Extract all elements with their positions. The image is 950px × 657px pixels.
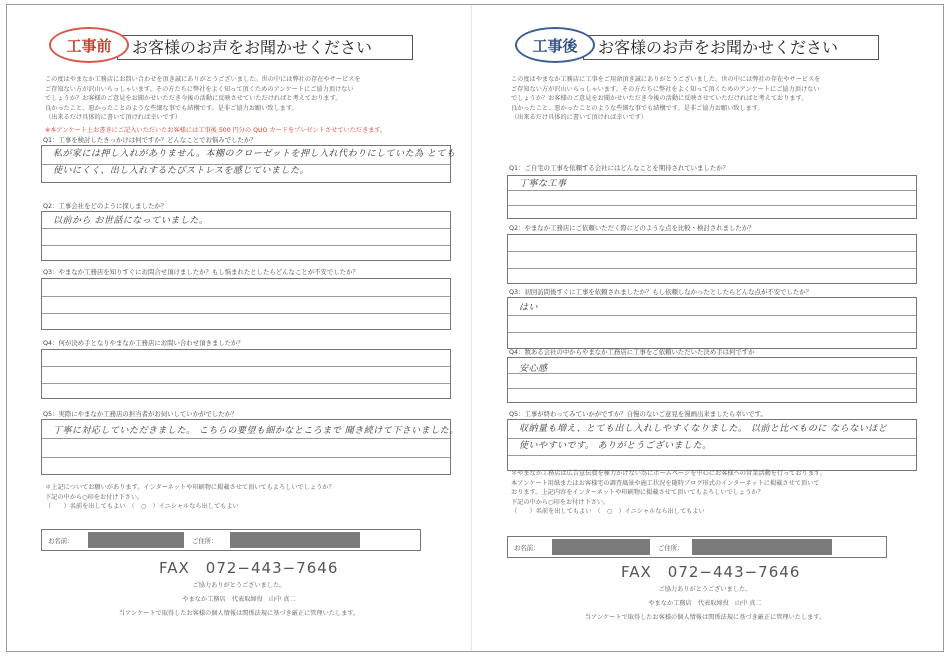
answer-1-line-2: 使いにくく、出し入れするたびストレスを感じていました。 (53, 166, 310, 176)
footer-privacy: 当アンケートで取得したお客様の個人情報は関係法規に基づき厳正に管理いたします。 (584, 614, 826, 621)
redacted-address (230, 532, 360, 548)
after-badge: 工事後 (515, 27, 595, 63)
question-1-label: Q1：ご自宅の工事を依頼する会社にはどんなことを期待されていましたか？ (509, 164, 729, 172)
intro-text: この度はやまなか工務店にお問い合わせを頂き誠にありがとうございました。世の中には弊社の存在やサービスを ご存知ない方が沢山いらっしゃいます。その方たちに弊社をよく知って頂くためのアンケートにご協力頂けない でしょうか？お客様のご意見をお聞かせいただき今後の活動に反映させていただければと考えております。 良かったこと、悪かったことのような些細な事でも結構です。是非ご協力お願い致します。 （出来るだけ具体的に書いて頂ければ幸いです） (45, 76, 361, 122)
question-5-label: Q5：工事が終わってみていかがですか？自慢のないご意見を漫画出来ましたら幸いです。 (509, 410, 767, 418)
footer-thanks: ご協力ありがとうございました。 (658, 586, 752, 593)
footer-company: やまなか工務店 代表取締役 山中 真二 (648, 600, 762, 607)
question-2-label: Q2：工事会社をどのように探しましたか？ (43, 202, 168, 210)
address-label: ご住所： (192, 537, 218, 545)
intro-text: この度はやまなか工務店に工事をご用命頂き誠にありがとうございました。世の中には弊社の存在やサービスを ご存知ない方が沢山いらっしゃいます。その方たちに弊社をよく知って頂くためのアンケートにご協力頂けない でしょうか？お客様のご意見をお聞かせいただき今後の活動に反映させていただければと考えております。 良かったこと、悪かったことのような些細な事でも結構です。是非ご協力お願い致します。 （出来るだけ具体的に書いて頂ければ幸いです） (511, 76, 821, 122)
survey-page-after (485, 5, 925, 651)
answer-4-box (507, 357, 917, 403)
question-2-label: Q2：やまなか工務店にご依頼いただく際にどのような点を比較・検討されましたか？ (509, 224, 755, 232)
answer-1-line-1: 丁寧な工事 (519, 179, 567, 189)
redacted-address (692, 539, 832, 555)
name-address-row (41, 529, 421, 551)
redacted-name (88, 532, 184, 548)
page-title: お客様のお声をお聞かせください (583, 35, 879, 60)
answer-1-box (507, 175, 917, 219)
question-4-label: Q4：何が決め手となりやまなか工務店にお問い合わせ頂きましたか？ (43, 339, 244, 347)
answer-5-line-2: 使いやすいです。 ありがとうございました。 (519, 441, 712, 451)
quo-card-note: ※本アンケート上お書きにご記入いただいたお客様には工事後 500 円分の QUO カードをプレゼントさせていただきます。 (45, 127, 387, 134)
answer-5-line-1: 収納量も増え、とても出し入れしやすくなりました。 以前と比べものに ならないほど (519, 424, 888, 434)
survey-sheet-frame (6, 4, 944, 652)
page-header (49, 27, 459, 61)
answer-1-line-1: 私が家には押し入れがありません。本棚のクローゼットを押し入れ代わりにしていた為 とても (53, 149, 456, 159)
footer-privacy: 当アンケートで取得したお客様の個人情報は関係法規に基づき厳正に管理いたします。 (118, 610, 360, 617)
answer-3-box (507, 297, 917, 349)
survey-page-before (19, 5, 459, 651)
closing-text: ＊上記についてお願いがあります。インターネットや印刷物に掲載させて頂いてもよろしいでしょうか？ 下記の中から○印をお付け下さい。 （ ）名前を出してもよい （ ○ ）イニシャルなら出してもよい (45, 484, 335, 511)
fax-number: FAX 072−443−7646 (159, 559, 339, 577)
footer-thanks: ご協力ありがとうございました。 (192, 582, 286, 589)
address-label: ご住所： (658, 544, 684, 552)
answer-4-box (41, 349, 451, 399)
answer-5-line-1: 丁寧に対応していただきました。 こちらの要望も細かなところまで 聞き続けて下さいました。 (53, 426, 459, 436)
name-address-row (507, 536, 887, 558)
answer-2-line-1: 以前から お世話になっていました。 (53, 216, 209, 226)
question-3-label: Q3：やまなか工務店を知りすぐにお問合せ頂けましたか？もし悩まれたとしたらどんなことが不安でしたか？ (43, 268, 359, 276)
answer-3-line-1: はい (519, 303, 539, 313)
closing-text: ＊やまなか工務店は広告宣伝費を極力かけない為にホームページを中心にお客様への営業活動を行っております。 本アンケート用紙またはお客様宅の調査風景や施工状況を随時ブログ形式のインターネットに掲載させて頂いて おります。上記内容をインターネットや印刷物に掲載させて頂いてもよろしいでしょうか？ 下記の中から○印をお付け下さい。 （ ）名前を出してもよい （ ○ ）イニシャルなら出してもよい (511, 470, 826, 516)
answer-4-line-1: 安心感 (519, 364, 548, 374)
fax-number: FAX 072−443−7646 (621, 563, 801, 581)
question-1-label: Q1：工事を検討したきっかけは何ですか？どんなことでお悩みでしたか？ (43, 136, 257, 144)
name-label: お名前： (514, 544, 540, 552)
question-3-label: Q3：初回訪問後すぐに工事を依頼されましたか？もし依頼しなかったとしたらどんな点が不安でしたか？ (509, 288, 813, 296)
answer-2-box (507, 234, 917, 284)
redacted-name (552, 539, 650, 555)
page-header (515, 27, 925, 61)
answer-3-box (41, 278, 451, 330)
footer-company: やまなか工務店 代表取締役 山中 真二 (182, 596, 296, 603)
before-badge: 工事前 (49, 27, 129, 63)
question-4-label: Q4：数ある会社の中からやまなか工務店に工事をご依頼いただいた決め手は何ですか (509, 348, 755, 356)
page-divider (471, 5, 472, 651)
name-label: お名前： (48, 537, 74, 545)
page-title: お客様のお声をお聞かせください (117, 35, 413, 60)
question-5-label: Q5：実際にやまなか工務店の担当者がお伺いしていかがでしたか？ (43, 410, 238, 418)
